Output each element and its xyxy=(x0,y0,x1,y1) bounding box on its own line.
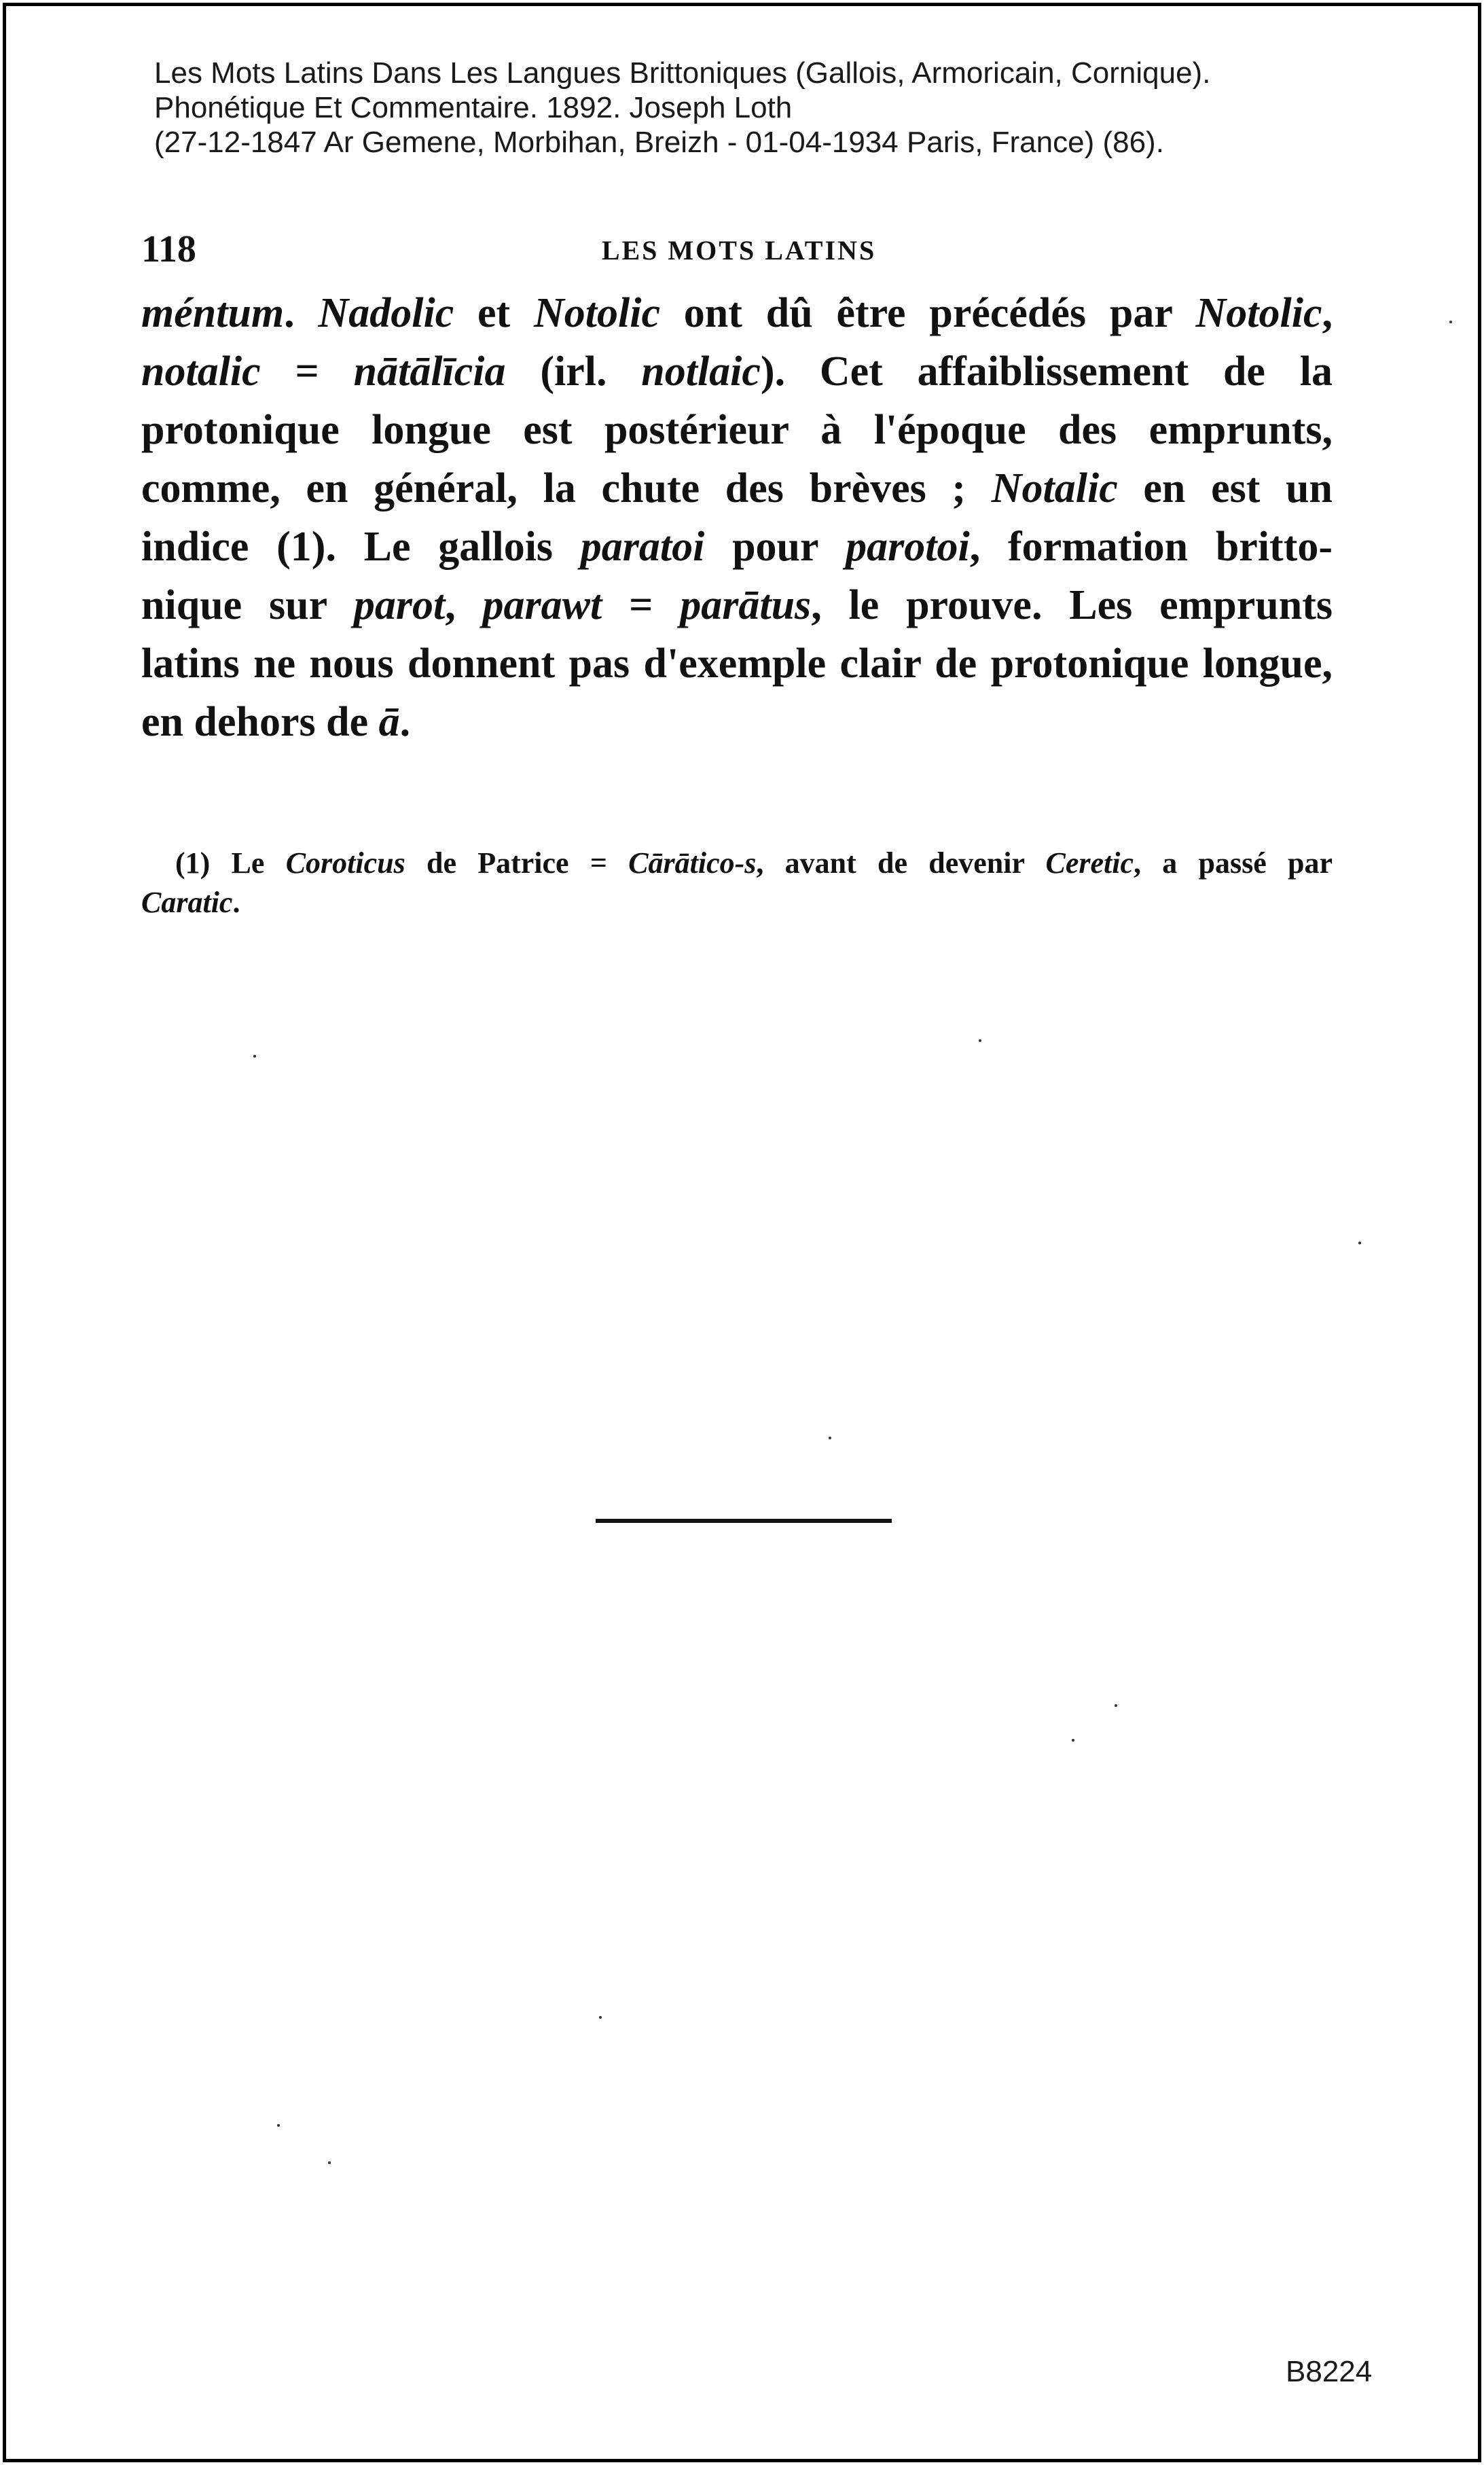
scan-speck xyxy=(328,2161,331,2164)
footnote-line: (1) Le Coroticus de Patrice = Cārātico-s, avant de devenir Ceretic, a passé par xyxy=(175,846,1333,880)
header-line-3: (27-12-1847 Ar Gemene, Morbihan, Breizh - 01-04-1934 Paris, France) (86). xyxy=(154,126,1164,159)
scan-speck xyxy=(829,1437,831,1439)
body-line: protonique longue est postérieur à l'époque des emprunts, xyxy=(141,407,1333,453)
running-head xyxy=(141,228,1337,268)
header-line-1: Les Mots Latins Dans Les Langues Brittoniques (Gallois, Armoricain, Cornique). xyxy=(154,56,1211,90)
bibliographic-header xyxy=(154,56,1417,160)
scan-speck xyxy=(253,1055,256,1058)
footnote xyxy=(141,844,1333,922)
body-line: en dehors de ā. xyxy=(141,699,411,745)
scan-speck xyxy=(979,1039,981,1042)
body-line: notalic = nātālīcia (irl. notlaic). Cet affaiblissement de la xyxy=(141,348,1333,395)
body-line: nique sur parot, parawt = parātus, le prouve. Les emprunts xyxy=(141,582,1333,628)
body-line: latins ne nous donnent pas d'exemple clair de protonique longue, xyxy=(141,641,1333,687)
body-line: indice (1). Le gallois paratoi pour parotoi, formation britto- xyxy=(141,524,1333,570)
scan-speck xyxy=(1358,1242,1361,1244)
page-number: 118 xyxy=(141,228,196,270)
catalog-number: B8224 xyxy=(1286,2355,1373,2388)
running-title: LES MOTS LATINS xyxy=(601,235,877,266)
scan-speck xyxy=(1115,1704,1117,1707)
scan-speck xyxy=(599,2016,602,2019)
scan-speck xyxy=(1072,1739,1074,1742)
body-line: méntum. Nadolic et Notolic ont dû être précédés par Notolic, xyxy=(141,290,1333,336)
section-rule xyxy=(596,1519,892,1523)
footnote-line: Caratic. xyxy=(141,886,240,919)
body-line: comme, en général, la chute des brèves ; Notalic en est un xyxy=(141,465,1333,511)
body-text xyxy=(141,284,1333,751)
header-line-2: Phonétique Et Commentaire. 1892. Joseph Loth xyxy=(154,91,793,124)
scan-speck xyxy=(277,2124,280,2127)
scan-speck xyxy=(1449,321,1452,323)
